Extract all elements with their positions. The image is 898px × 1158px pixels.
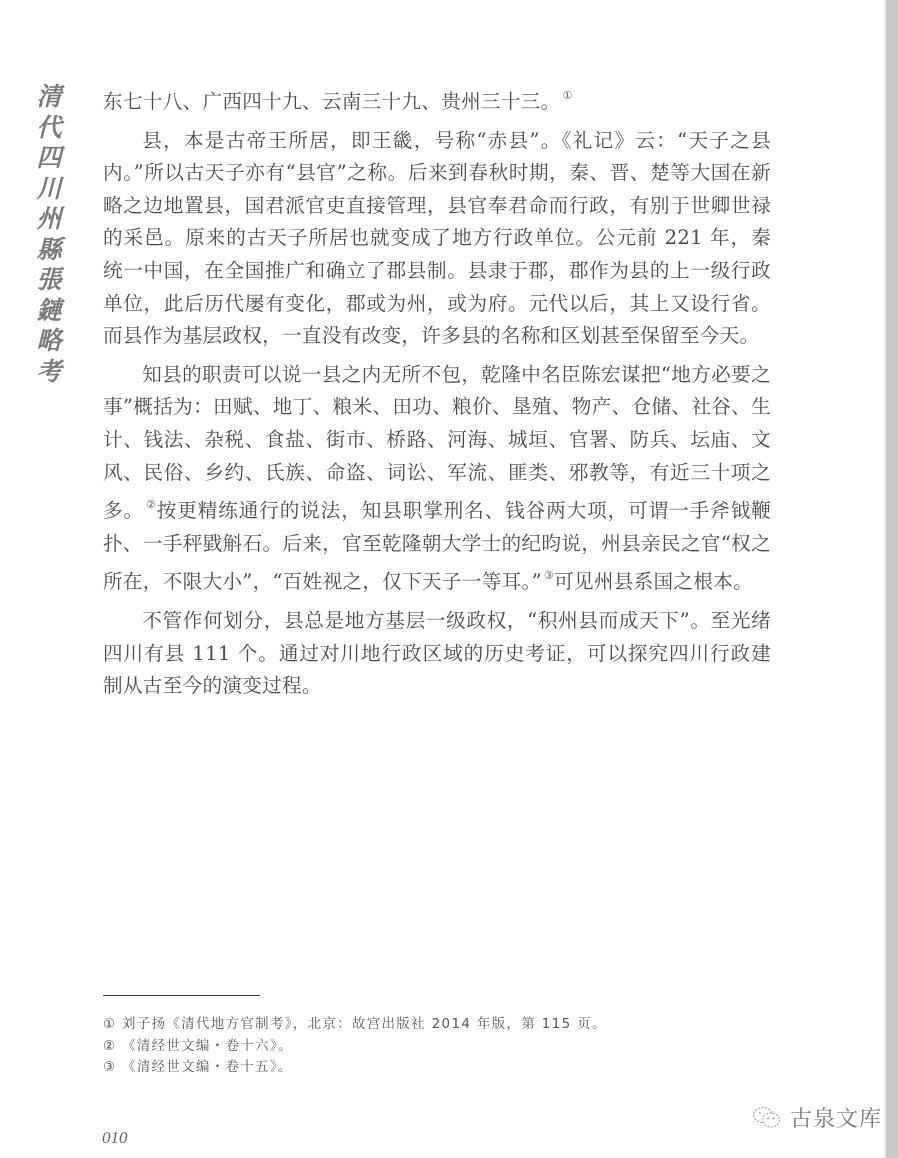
page-number: 010	[102, 1128, 128, 1147]
side-title-char: 考	[36, 356, 62, 386]
side-title-char: 鏈	[36, 295, 62, 325]
side-title-char: 張	[36, 265, 62, 294]
side-title-char: 略	[36, 326, 62, 355]
side-title-char: 縣	[36, 234, 62, 264]
side-title-char: 代	[36, 112, 62, 142]
watermark	[752, 1102, 882, 1133]
side-title-char: 川	[36, 173, 62, 203]
footnote-ref-1: ①	[562, 89, 573, 102]
main-text	[103, 80, 771, 709]
footnote-divider	[103, 995, 260, 996]
footnote-ref-3: ③	[543, 569, 555, 583]
paragraph-county-origin: 县，本是古帝王所居，即王畿，号称“赤县”。《礼记》云：“天子之县内。”所以古天子亦有“县官”之称。后来到春秋时期，秦、晋、楚等大国在新略之边地置县，国君派官吏直接管理，县官奉君命而行政，有别于世卿世禄的采邑。原来的古天子所居也就变成了地方行政单位。公元前 221 年，秦统一中国，在全国推广和确立了郡县制。县隶于郡，郡作为县的上一级行政单位，此后历代屡有变化，郡或为州，或为府。元代以后，其上又设行省。而县作为基层政权，一直没有改变，许多县的名称和区划甚至保留至今天。	[103, 128, 771, 348]
paragraph-conclusion: 不管作何划分，县总是地方基层一级政权，“积州县而成天下”。至光绪四川有县 111 个。通过对川地行政区域的历史考证，可以探究四川行政建制从古至今的演变过程。	[103, 608, 771, 698]
wechat-icon	[752, 1105, 782, 1131]
side-title-char: 四	[36, 143, 62, 172]
footnote-ref-2: ②	[146, 498, 157, 512]
footnotes	[103, 1014, 763, 1079]
paragraph-continuation: 东七十八、广西四十九、云南三十九、贵州三十三。 ①	[103, 89, 573, 113]
page-side-bar	[886, 0, 898, 1158]
side-book-title	[32, 82, 66, 387]
footnote-2: ② 《清经世文编・卷十六》。	[103, 1038, 293, 1054]
footnote-1: ① 刘子扬《清代地方官制考》，北京：故宫出版社 2014 年版，第 115 页。	[103, 1017, 607, 1032]
side-title-char: 清	[36, 82, 62, 111]
watermark-text: 古泉文库	[790, 1107, 883, 1132]
footnote-3: ③ 《清经世文编・卷十五》。	[103, 1060, 293, 1075]
paragraph-magistrate-duties: 知县的职责可以说一县之内无所不包，乾隆中名臣陈宏谋把“地方必要之事”概括为：田赋、地丁、粮米、田功、粮价、垦殖、物产、仓储、社谷、生计、钱法、杂税、食盐、街市、桥路、河海、城垣、官署、防兵、坛庙、文风、民俗、乡约、氏族、命盗、词讼、军流、匪类、邪教等，有近三十项之多。 ②按更精练通行的说法，知县职掌刑名、钱谷两大项，可谓一手斧钺鞭扑、一手秤戥斛石。后来，官至乾隆朝大学士的纪昀说，州县亲民之官“权之所在，不限大小”，“百姓视之，仅下天子一等耳。” ③可见州县系国之根本。	[103, 362, 771, 594]
side-title-char: 州	[36, 204, 62, 233]
